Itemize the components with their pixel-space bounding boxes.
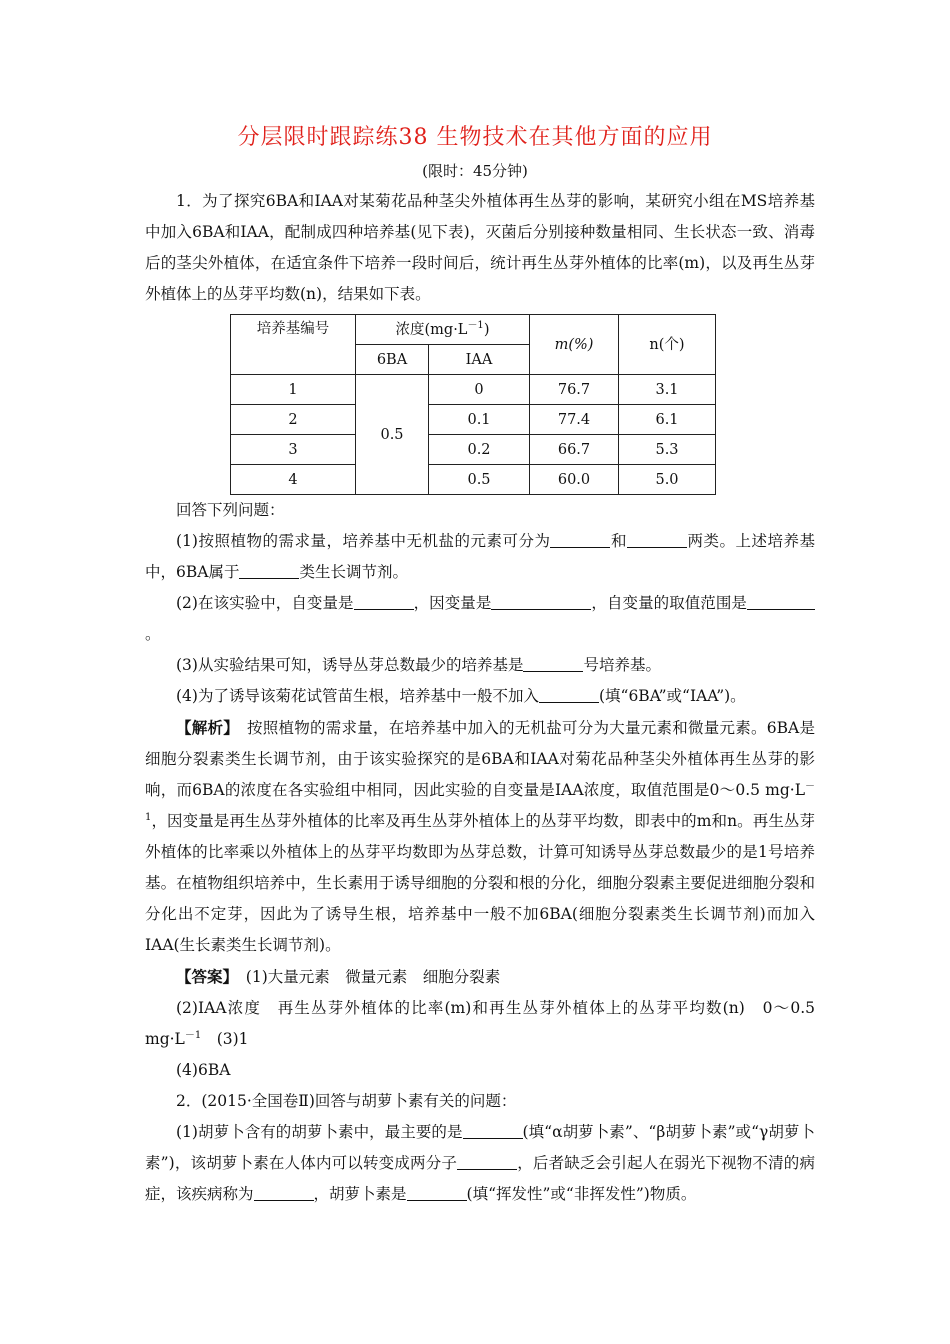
table-row	[231, 435, 716, 465]
answer-blank[interactable]	[539, 684, 599, 703]
th-6ba: 6BA	[356, 345, 429, 375]
q2-subquestion-1: (1)胡萝卜含有的胡萝卜素中，最主要的是 (填“α胡萝卜素”、“β胡萝卜素”或“γ胡萝卜素”)，该胡萝卜素在人体内可以转变成两分子 ，后者缺乏会引起人在弱光下视物不清的病症，该疾病称为 ，胡萝卜素是 (填“挥发性”或“非挥发性”)物质。	[145, 1117, 815, 1210]
cell-id: 3	[231, 435, 356, 465]
cell-m: 66.7	[530, 435, 619, 465]
subquestion-1: (1)按照植物的需求量，培养基中无机盐的元素可分为 和 两类。上述培养基中，6BA属于 类生长调节剂。	[145, 526, 815, 588]
answer-blank[interactable]	[550, 529, 610, 548]
cell-n: 6.1	[619, 405, 716, 435]
answer-blank[interactable]	[407, 1182, 467, 1201]
answer-blank[interactable]	[523, 653, 583, 672]
answer-line-2: (2)IAA浓度 再生丛芽外植体的比率(m)和再生丛芽外植体上的丛芽平均数(n) 0～0.5 $mg\cdot L^{-1}$ (3)1	[145, 999, 815, 1048]
content-body	[145, 186, 815, 1210]
answer-blank[interactable]	[747, 591, 757, 610]
table-row	[231, 465, 716, 495]
cell-n: 5.3	[619, 435, 716, 465]
table-row	[231, 405, 716, 435]
table-row	[231, 375, 716, 405]
th-iaa: IAA	[429, 345, 530, 375]
analysis: 【解析】 按照植物的需求量，在培养基中加入的无机盐可分为大量元素和微量元素。6BA是细胞分裂素类生长调节剂，由于该实验探究的是6BA和IAA对菊花品种茎尖外植体再生丛芽的影响，而6BA的浓度在各实验组中相同，因此实验的自变量是IAA浓度，取值范围是0～0.5 $mg\cdot L^{-1}$，因变量是再生丛芽外植体的比率及再生丛芽外植体上的丛芽平均数，即表中的m和n。再生丛芽外植体的比率乘以外植体上的丛芽平均数即为丛芽总数，计算可知诱导丛芽总数最少的是1号培养基。在植物组织培养中，生长素用于诱导细胞的分裂和根的分化，细胞分裂素主要促进细胞分裂和分化出不定芽，因此为了诱导生根，培养基中一般不加6BA(细胞分裂素类生长调节剂)而加入IAA(生长素类生长调节剂)。	[145, 718, 815, 954]
subquestion-2: (2)在该实验中，自变量是 ，因变量是 ，自变量的取值范围是。	[145, 588, 815, 650]
answer-blank[interactable]	[627, 529, 687, 548]
cell-n: 3.1	[619, 375, 716, 405]
answer-blank[interactable]	[463, 1120, 523, 1139]
answer-label: 【答案】	[176, 967, 231, 986]
answer-blank[interactable]	[491, 591, 591, 610]
cell-id: 4	[231, 465, 356, 495]
th-n: n(个)	[619, 315, 716, 375]
cell-iaa: 0.1	[429, 405, 530, 435]
subquestion-4: (4)为了诱导该菊花试管苗生根，培养基中一般不加入 (填“6BA”或“IAA”)。	[145, 681, 815, 712]
analysis-label: 【解析】	[176, 718, 232, 737]
subquestion-3: (3)从实验结果可知，诱导丛芽总数最少的培养基是 号培养基。	[145, 650, 815, 681]
cell-id: 2	[231, 405, 356, 435]
answer-prompt: 回答下列问题：	[176, 501, 285, 519]
cell-n: 5.0	[619, 465, 716, 495]
answer-blank[interactable]	[457, 1151, 517, 1170]
cell-id: 1	[231, 375, 356, 405]
answer-line-3: (4)6BA	[176, 1061, 231, 1079]
th-m: m(%)	[530, 315, 619, 375]
cell-iaa: 0.5	[429, 465, 530, 495]
cell-m: 76.7	[530, 375, 619, 405]
answer-blank[interactable]	[254, 1182, 314, 1201]
th-concentration: 浓度$(mg\cdot L^{-1})$	[356, 315, 530, 345]
answer-blank[interactable]	[757, 591, 815, 610]
q1-intro: 1．为了探究6BA和IAA对某菊花品种茎尖外植体再生丛芽的影响，某研究小组在MS培养基中加入6BA和IAA，配制成四种培养基(见下表)，灭菌后分别接种数量相同、生长状态一致、消毒后的茎尖外植体，在适宜条件下培养一段时间后，统计再生丛芽外植体的比率(m)，以及再生丛芽外植体上的丛芽平均数(n)，结果如下表。	[145, 192, 815, 303]
cell-iaa: 0	[429, 375, 530, 405]
page-title: 分层限时跟踪练38 生物技术在其他方面的应用	[237, 125, 713, 150]
answer-blank[interactable]	[354, 591, 414, 610]
th-medium: 培养基编号	[231, 315, 356, 375]
cell-m: 77.4	[530, 405, 619, 435]
cell-m: 60.0	[530, 465, 619, 495]
cell-6ba: 0.5	[356, 375, 429, 495]
time-limit: (限时：45分钟)	[422, 162, 528, 180]
answer: 【答案】 (1)大量元素 微量元素 细胞分裂素	[176, 967, 501, 986]
cell-iaa: 0.2	[429, 435, 530, 465]
answer-blank[interactable]	[239, 560, 299, 579]
results-table	[230, 314, 716, 495]
q2-intro: 2．(2015·全国卷Ⅱ)回答与胡萝卜素有关的问题：	[176, 1092, 517, 1110]
